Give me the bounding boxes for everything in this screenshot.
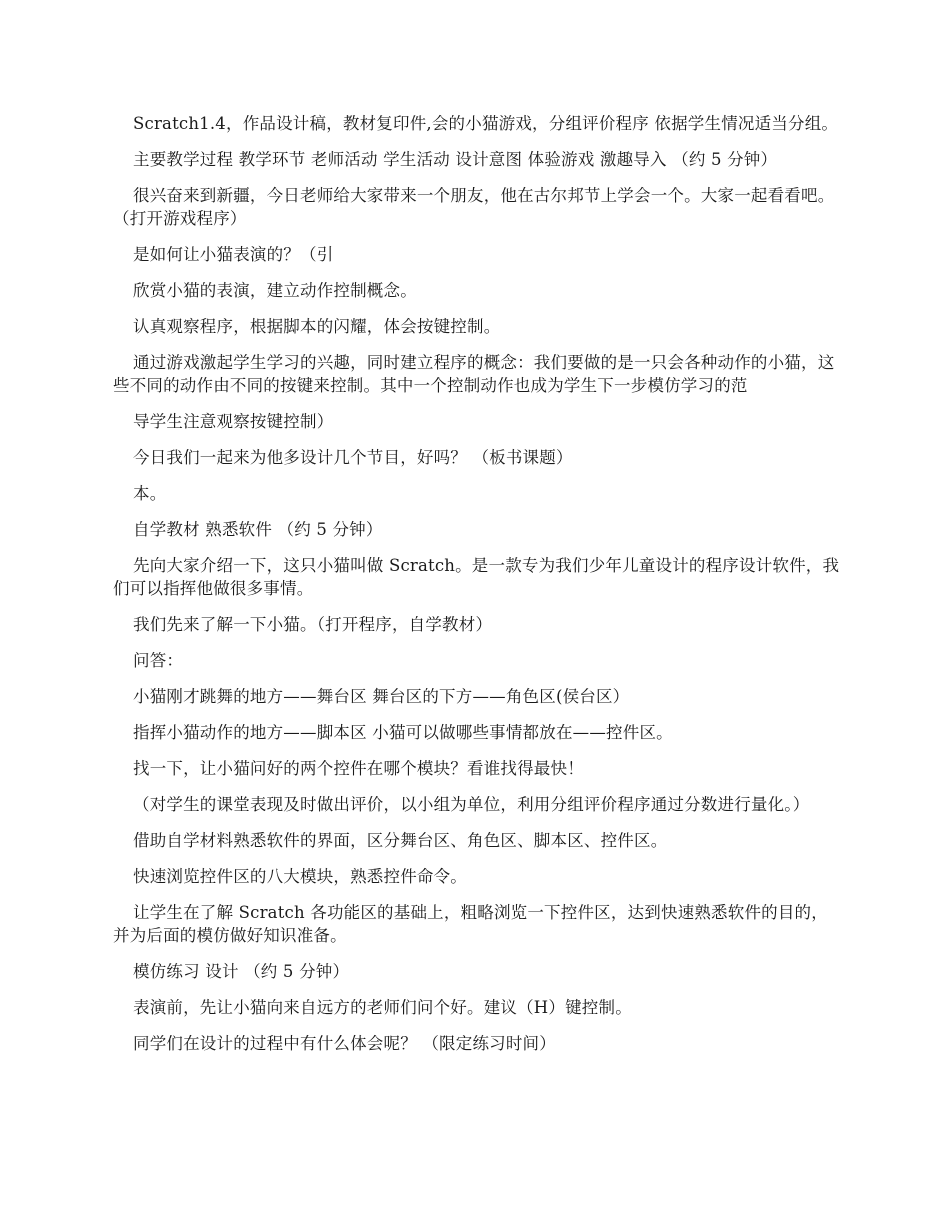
document-body — [113, 112, 841, 1068]
paragraph-reflection: 同学们在设计的过程中有什么体会呢？ （限定练习时间） — [133, 1034, 556, 1053]
paragraph-process-header: 主要教学过程 教学环节 老师活动 学生活动 设计意图 体验游戏 激趣导入 （约 5 分钟） — [133, 150, 778, 169]
paragraph-script-area: 指挥小猫动作的地方——脚本区 小猫可以做哪些事情都放在——控件区。 — [133, 723, 673, 742]
paragraph-ben: 本。 — [133, 484, 167, 503]
paragraph-guide: 导学生注意观察按键控制） — [133, 412, 334, 431]
paragraph-learn-cat: 我们先来了解一下小猫。（打开程序，自学教材） — [133, 615, 493, 634]
paragraph-observe: 认真观察程序，根据脚本的闪耀，体会按键控制。 — [133, 317, 501, 336]
paragraph-appreciate: 欣赏小猫的表演，建立动作控制概念。 — [133, 281, 417, 300]
paragraph-materials: Scratch1.4，作品设计稿，教材复印件,会的小猫游戏，分组评价程序 依据学生情况适当分组。 — [133, 114, 839, 133]
paragraph-introduce-scratch: 先向大家介绍一下，这只小猫叫做 Scratch。是一款专为我们少年儿童设计的程序设计软件，我们可以指挥他做很多事情。 — [113, 556, 840, 598]
paragraph-intro: 很兴奋来到新疆，今日老师给大家带来一个朋友，他在古尔邦节上学会一个。大家一起看看吧。（打开游戏程序） — [113, 186, 835, 228]
paragraph-stage-area: 小猫刚才跳舞的地方——舞台区 舞台区的下方——角色区(侯台区） — [133, 687, 630, 706]
paragraph-section-imitation: 模仿练习 设计 （约 5 分钟） — [133, 962, 350, 981]
paragraph-self-study-material: 借助自学材料熟悉软件的界面，区分舞台区、角色区、脚本区、控件区。 — [133, 831, 668, 850]
paragraph-today: 今日我们一起来为他多设计几个节目，好吗？ （板书课题） — [133, 448, 573, 467]
paragraph-design-intent: 通过游戏激起学生学习的兴趣，同时建立程序的概念：我们要做的是一只会各种动作的小猫，这些不同的动作由不同的按键来控制。其中一个控制动作也成为学生下一步模仿学习的范 — [113, 353, 835, 395]
paragraph-question: 是如何让小猫表演的？（引 — [133, 245, 334, 264]
paragraph-greeting: 表演前，先让小猫向来自远方的老师们问个好。建议（H）键控制。 — [133, 998, 632, 1017]
paragraph-browse-modules: 快速浏览控件区的八大模块，熟悉控件命令。 — [133, 867, 467, 886]
paragraph-understand-areas: 让学生在了解 Scratch 各功能区的基础上，粗略浏览一下控件区，达到快速熟悉软件的目的，并为后面的模仿做好知识准备。 — [113, 903, 828, 945]
paragraph-find-controls: 找一下，让小猫问好的两个控件在哪个模块？看谁找得最快！ — [133, 759, 584, 778]
paragraph-qa: 问答： — [133, 651, 184, 670]
paragraph-section-self-study: 自学教材 熟悉软件 （约 5 分钟） — [133, 520, 383, 539]
paragraph-evaluation: （对学生的课堂表现及时做出评价，以小组为单位，利用分组评价程序通过分数进行量化。） — [133, 795, 810, 814]
